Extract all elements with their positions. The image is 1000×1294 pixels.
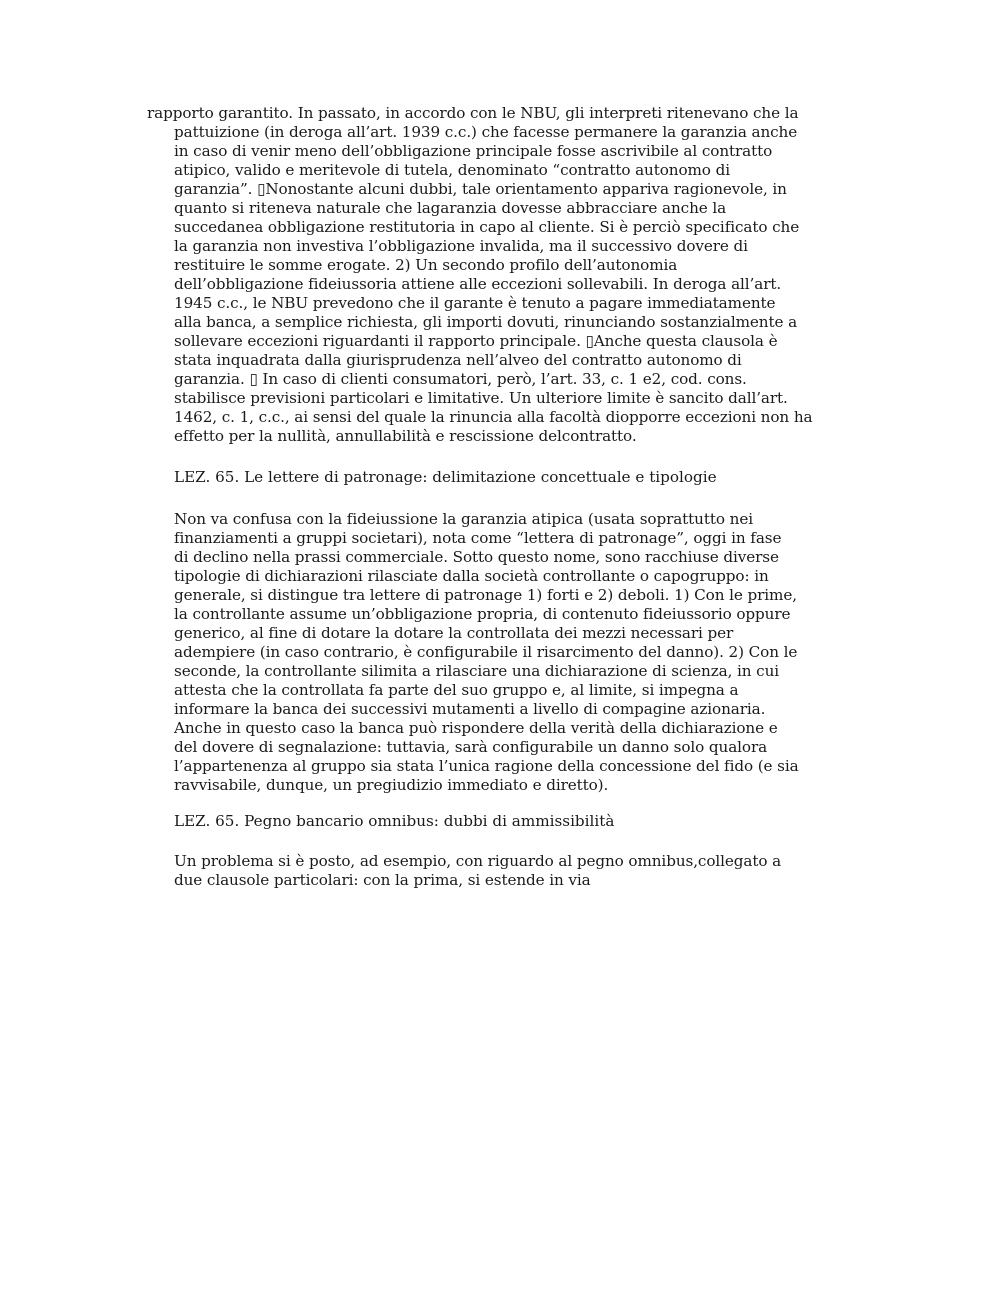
section-heading-pegno-omnibus: LEZ. 65. Pegno bancario omnibus: dubbi di ammissibilità xyxy=(174,812,615,830)
paragraph-patronage-letters: Non va confusa con la fideiussione la garanzia atipica (usata soprattutto nei finanziamenti a gruppi societari), nota come “lettera di patronage”, oggi in fase di declino nella prassi commerciale. Sotto questo nome, sono racchiuse diverse tipologie di dichiarazioni rilasciate dalla società controllante o capogruppo: in generale, si distingue tra lettere di patronage 1) forti e 2) deboli. 1) Con le prime, la controllante assume un’obbligazione propria, di contenuto fideiussorio oppure generico, al fine di dotare la dotare la controllata dei mezzi necessari per adempiere (in caso contrario, è configurabile il risarcimento del danno). 2) Con le seconde, la controllante silimita a rilasciare una dichiarazione di scienza, in cui attesta che la controllata fa parte del suo gruppo e, al limite, si impegna a informare la banca dei successivi mutamenti a livello di compagine azionaria. Anche in questo caso la banca può rispondere della verità della dichiarazione e del dovere di segnalazione: tuttavia, sarà configurabile un danno solo qualora l’appartenenza al gruppo sia stata l’unica ragione della concessione del fido (e sia ravvisabile, dunque, un pregiudizio immediato e diretto). xyxy=(174,510,799,794)
section-heading-patronage: LEZ. 65. Le lettere di patronage: delimitazione concettuale e tipologie xyxy=(174,468,717,486)
paragraph-guarantee-autonomy: rapporto garantito. In passato, in accordo con le NBU, gli interpreti ritenevano che la pattuizione (in deroga all’art. 1939 c.c.) che facesse permanere la garanzia anche in caso di venir meno dell’obbligazione principale fosse ascrivibile al contratto atipico, valido e meritevole di tutela, denominato “contratto autonomo di garanzia”. ▯Nonostante alcuni dubbi, tale orientamento appariva ragionevole, in quanto si riteneva naturale che lagaranzia dovesse abbracciare anche la succedanea obbligazione restitutoria in capo al cliente. Si è perciò specificato che la garanzia non investiva l’obbligazione invalida, ma il successivo dovere di restituire le somme erogate. 2) Un secondo profilo dell’autonomia dell’obbligazione fideiussoria attiene alle eccezioni sollevabili. In deroga all’art. 1945 c.c., le NBU prevedono che il garante è tenuto a pagare immediatamente alla banca, a semplice richiesta, gli importi dovuti, rinunciando sostanzialmente a sollevare eccezioni riguardanti il rapporto principale. ▯Anche questa clausola è stata inquadrata dalla giurisprudenza nell’alveo del contratto autonomo di garanzia. ▯ In caso di clienti consumatori, però, l’art. 33, c. 1 e2, cod. cons. stabilisce previsioni particolari e limitative. Un ulteriore limite è sancito dall’art. 1462, c. 1, c.c., ai sensi del quale la rinuncia alla facoltà diopporre eccezioni non ha effetto per la nullità, annullabilità e rescissione delcontratto. xyxy=(147,104,813,445)
paragraph-pegno-omnibus: Un problema si è posto, ad esempio, con riguardo al pegno omnibus,collegato a due clausole particolari: con la prima, si estende in via xyxy=(174,852,782,889)
